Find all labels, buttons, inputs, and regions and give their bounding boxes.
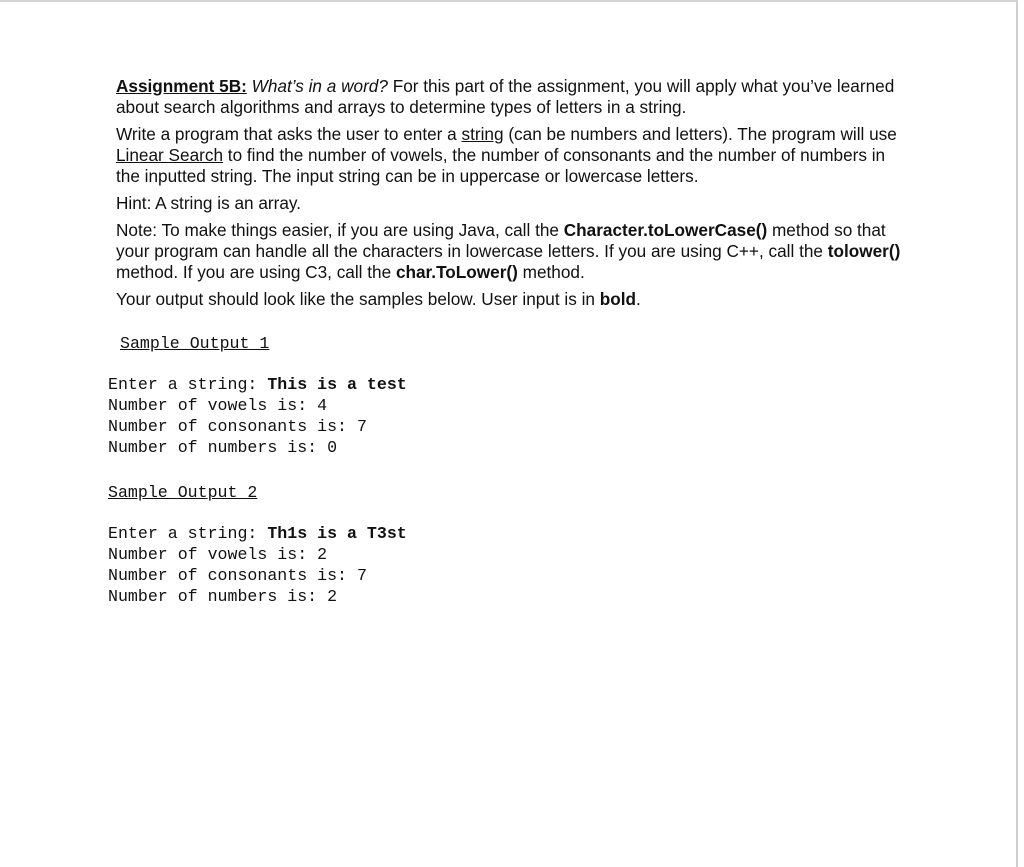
note-paragraph — [116, 220, 906, 283]
sample-output-1-heading — [120, 333, 269, 354]
assignment-text — [116, 76, 906, 316]
sample-output-2 — [108, 523, 407, 607]
sample-1-prompt-line — [108, 374, 407, 395]
instructions-text-a: Write a program that asks the user to enter a — [116, 124, 462, 144]
sample-output-1-heading-text: Sample Output 1 — [120, 334, 270, 353]
intro-paragraph — [116, 76, 906, 118]
sample-2-consonants: Number of consonants is: 7 — [108, 566, 367, 585]
java-method: Character.toLowerCase() — [563, 220, 768, 240]
sample-1-vowels: Number of vowels is: 4 — [108, 396, 328, 415]
output-text-c: . — [636, 289, 641, 309]
sample-1-numbers: Number of numbers is: 0 — [108, 438, 338, 457]
sample-output-2-heading — [108, 482, 257, 503]
sample-2-prompt: Enter a string: — [108, 524, 268, 543]
sample-1-consonants: Number of consonants is: 7 — [108, 417, 367, 436]
note-text-e: method. — [517, 262, 585, 282]
sample-output-1 — [108, 374, 407, 458]
hint-paragraph: Hint: A string is an array. — [116, 193, 301, 213]
string-link[interactable]: string — [461, 124, 504, 144]
note-text-a: Note: To make things easier, if you are using Java, call the — [116, 220, 564, 240]
output-paragraph — [116, 289, 906, 310]
note-text-c: method so that your program can handle all the characters in lowercase letters. If you are using C++, call the — [116, 220, 886, 261]
sample-output-2-heading-text: Sample Output 2 — [108, 483, 258, 502]
instructions-text-b: (can be numbers and letters). The program will use — [503, 124, 897, 144]
assignment-title: Assignment 5B: — [116, 76, 247, 96]
linear-search-link[interactable]: Linear Search — [116, 145, 224, 165]
instructions-paragraph — [116, 124, 906, 187]
assignment-subtitle: What’s in a word? — [251, 76, 388, 96]
instructions-text-c: to find the number of vowels, the number of consonants and the number of numbers in the inputted string. The input string can be in uppercase or lowercase letters. — [116, 145, 886, 186]
note-text-d: method. If you are using C3, call the — [116, 262, 396, 282]
sample-2-input: Th1s is a T3st — [267, 524, 407, 543]
intro-text: For this part of the assignment, you will apply what you’ve learned about search algorithms and arrays to determine types of letters in a string. — [116, 76, 895, 117]
sample-2-numbers: Number of numbers is: 2 — [108, 587, 338, 606]
csharp-method: char.ToLower() — [395, 262, 518, 282]
sample-2-prompt-line — [108, 523, 407, 544]
bold-word: bold — [599, 289, 637, 309]
sample-1-input: This is a test — [267, 375, 407, 394]
cpp-method: tolower() — [827, 241, 901, 261]
sample-2-vowels: Number of vowels is: 2 — [108, 545, 328, 564]
sample-1-prompt: Enter a string: — [108, 375, 268, 394]
output-text-a: Your output should look like the samples below. User input is in — [116, 289, 600, 309]
